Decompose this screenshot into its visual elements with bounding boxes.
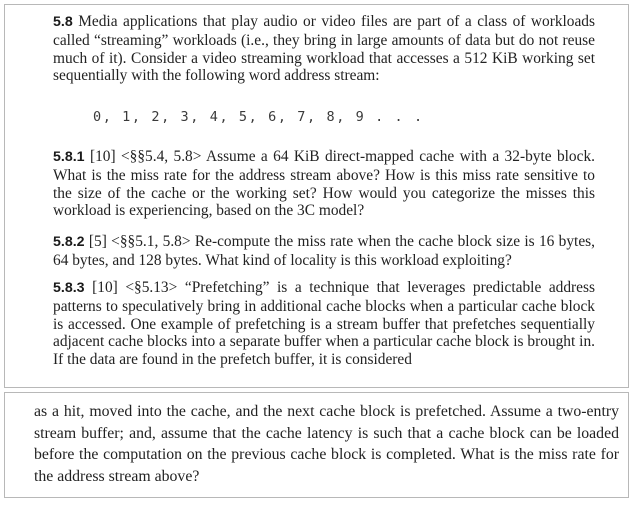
problem-panel bbox=[4, 4, 629, 388]
subquestion-5-8-3 bbox=[53, 279, 595, 369]
problem-intro bbox=[53, 13, 595, 85]
subquestion-text: [10] <§§5.4, 5.8> Assume a 64 KiB direct-mapped cache with a 32-byte block. What is the miss rate for the address stream above? How is this miss rate sensitive to the size of the cache or the working set? How would you categorize the misses this workload is experiencing, based on the 3C model? bbox=[53, 148, 595, 220]
address-stream: 0, 1, 2, 3, 4, 5, 6, 7, 8, 9 . . . bbox=[93, 109, 424, 125]
subquestion-number: 5.8.2 bbox=[53, 234, 85, 250]
problem-number: 5.8 bbox=[53, 14, 73, 30]
subquestion-text: [10] <§5.13> “Prefetching” is a technique that leverages predictable address patterns to speculatively bring in additional cache blocks when a particular cache block is accessed. One example of prefetching is a stream buffer that prefetches sequentially adjacent cache blocks into a separate buffer when a particular cache block is brought in. If the data are found in the prefetch buffer, it is considered bbox=[53, 279, 595, 369]
problem-text: Media applications that play audio or video files are part of a class of workloads called “streaming” workloads (i.e., they bring in large amounts of data but do not reuse much of it). Consider a video streaming workload that accesses a 512 KiB working set sequentially with the following word address stream: bbox=[53, 13, 595, 85]
continuation-panel bbox=[4, 392, 629, 498]
subquestion-5-8-2 bbox=[53, 233, 595, 270]
subquestion-text: [5] <§§5.1, 5.8> Re-compute the miss rate when the cache block size is 16 bytes, 64 bytes, and 128 bytes. What kind of locality is this workload exploiting? bbox=[53, 233, 595, 269]
subquestion-number: 5.8.1 bbox=[53, 149, 85, 165]
subquestion-number: 5.8.3 bbox=[53, 280, 85, 296]
continuation-text: as a hit, moved into the cache, and the next cache block is prefetched. Assume a two-entry stream buffer; and, assume that the cache latency is such that a cache block can be loaded before the computation on the previous cache block is completed. What is the miss rate for the address stream above? bbox=[34, 403, 619, 485]
subquestion-5-8-1 bbox=[53, 148, 595, 220]
